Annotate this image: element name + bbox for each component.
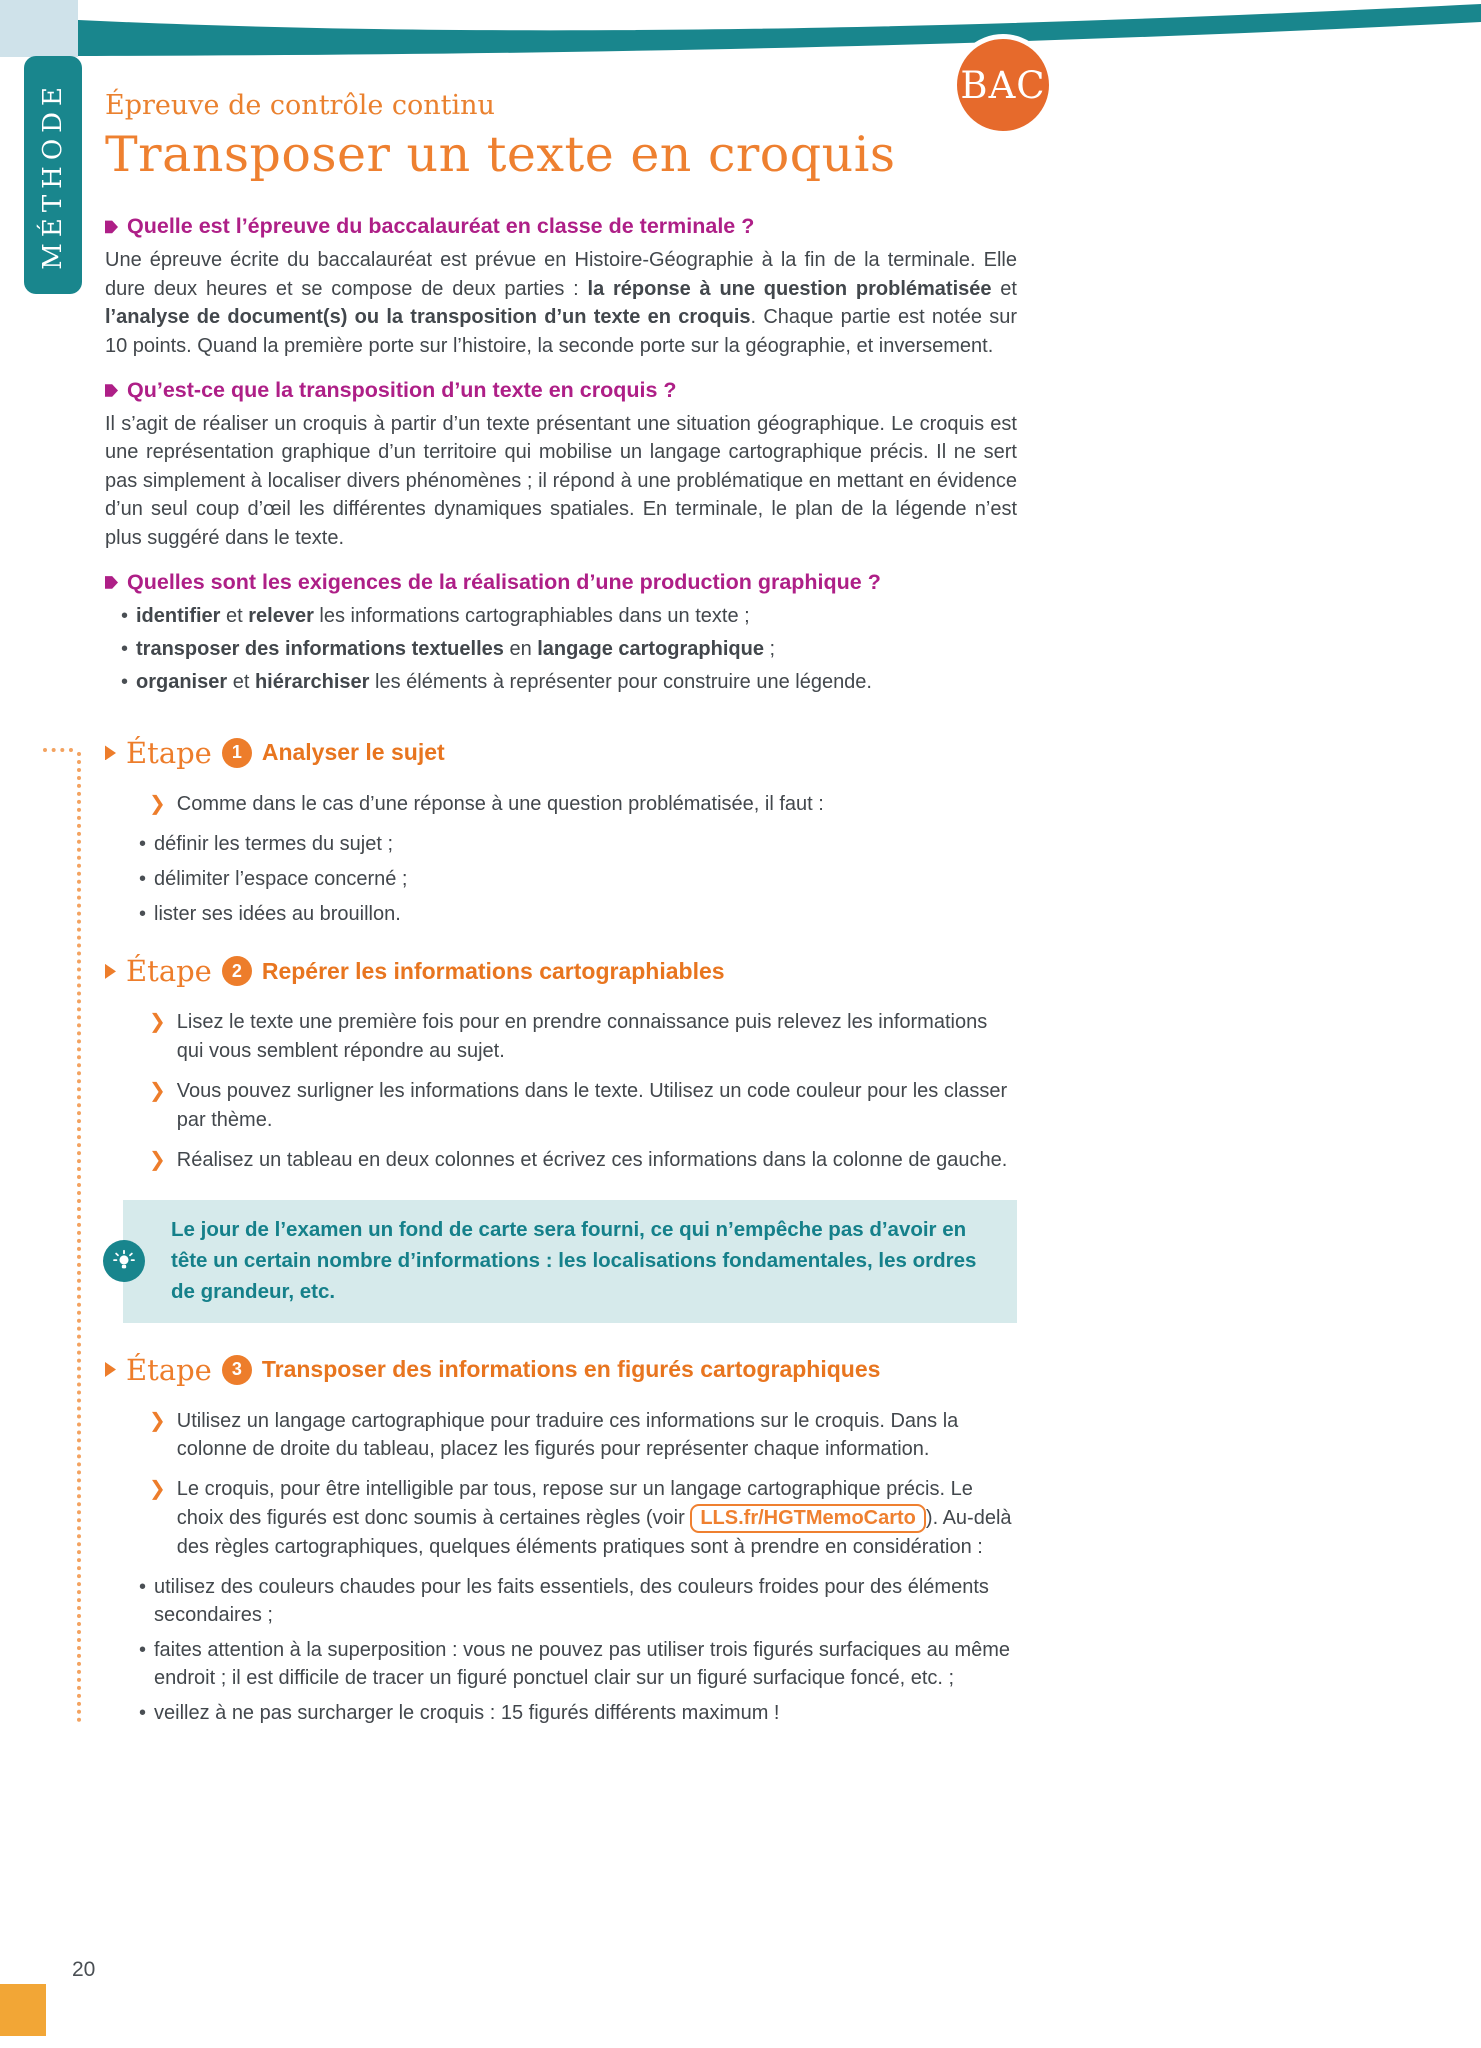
text-segment: Comme dans le cas d’une réponse à une question problématisée, il faut : [176,792,824,815]
text-segment: faites attention à la superposition : vous ne pouvez pas utiliser trois figurés surfaciques au même endroit ; il est difficile de tracer un figuré ponctuel clair sur un figuré surfacique foncé, etc. ; [154,1639,1011,1690]
list-item [137,900,1017,928]
chevron-icon [149,1475,166,1561]
tip-text [171,1215,993,1307]
content-column [105,90,1017,1753]
corner-orange-accent [0,1984,46,2036]
list-item [137,1636,1017,1692]
text-segment: hiérarchiser [254,670,370,693]
requirements-list [119,602,1017,696]
list-item [137,865,1017,893]
step-2-body [149,1008,1017,1174]
arrow-icon [105,219,118,234]
qa-paragraph [105,246,1017,360]
step-title: Transposer des informations en figurés cartographiques [261,1356,881,1383]
step-2-header [105,954,1017,988]
qa-section-exigences [105,570,1017,696]
text-segment: la réponse à une question problématisée [587,277,992,300]
method-steps [105,736,1017,1727]
text-segment: ; [763,637,776,660]
step-number-badge: 2 [222,956,252,986]
step-title: Repérer les informations cartographiables [261,957,725,984]
text-segment: transposer des informations textuelles [136,637,504,660]
bac-badge-label: BAC [960,63,1046,107]
arrow-icon [105,575,118,590]
text-segment: relever [248,604,314,627]
text-segment: veillez à ne pas surcharger le croquis : 15 figurés différents maximum ! [154,1702,780,1725]
step-item [149,1407,1017,1464]
text-segment: langage cartographique [537,637,764,660]
page-title: Transposer un texte en croquis [105,126,896,183]
lightbulb-icon [103,1240,145,1282]
step-item-text [177,1407,1017,1464]
dotted-line-horizontal [43,748,73,752]
text-segment: en [503,637,538,660]
text-segment: organiser [136,670,228,693]
text-segment: les éléments à représenter pour construire une légende. [369,670,872,693]
text-segment: l’analyse de document(s) ou la transposition d’un texte en croquis [105,306,751,329]
text-segment: délimiter l’espace concerné ; [154,868,408,891]
text-segment: Réalisez un tableau en deux colonnes et écrivez ces informations dans la colonne de gauche. [176,1148,1008,1171]
triangle-icon [105,964,116,979]
triangle-icon [105,745,116,760]
step-3-bullets [137,1573,1017,1727]
step-item-text [177,1008,1017,1065]
text-segment: Il s’agit de réaliser un croquis à partir d’un texte présentant une situation géographique. Le croquis est une représentation graphique d’un territoire qui mobilise un langage cartographique précis. Il ne sert pas simplement à localiser divers phénomènes ; il répond à une problématique en mettant en évidence d’un seul coup d’œil les différentes dynamiques spatiales. En terminale, le plan de la légende n’est plus suggéré dans le texte. [105,413,1017,549]
chevron-icon [149,1146,166,1174]
text-segment: Vous pouvez surligner les informations dans le texte. Utilisez un code couleur pour les classer par thème. [176,1080,1008,1131]
qa-section-transposition [105,378,1017,552]
step-item-text [177,1146,1008,1174]
step-item [149,1475,1017,1561]
text-segment: Une épreuve écrite du baccalauréat est prévue en Histoire-Géographie à la fin de la terminale. Elle dure deux heures et se compose de deux parties : [105,249,1017,300]
step-item-text [177,1475,1017,1561]
step-item-text [177,1077,1017,1134]
text-segment: utilisez des couleurs chaudes pour les faits essentiels, des couleurs froides pour des éléments secondaires ; [154,1576,989,1627]
step-item [149,1008,1017,1065]
method-tab-label: MÉTHODE [38,80,68,270]
list-item [137,1699,1017,1727]
step-label: Étape [126,735,212,770]
page-number: 20 [72,1958,96,1981]
text-segment: les informations cartographiables dans un texte ; [313,604,750,627]
qa-heading-text: Qu’est-ce que la transposition d’un texte en croquis ? [127,378,677,402]
text-segment: . Chaque partie est notée sur 10 points. Quand la première porte sur l’histoire, la seconde porte sur la géographie, et inversement. [105,306,1017,357]
dotted-line-vertical [77,752,81,1723]
text-segment: ). Au-delà des règles cartographiques, quelques éléments pratiques sont à prendre en considération : [176,1506,1012,1558]
chevron-icon [149,1008,166,1065]
list-item [137,1573,1017,1629]
text-segment: et [227,670,255,693]
step-number-badge: 3 [222,1355,252,1385]
step-number-badge: 1 [222,738,252,768]
step-3-body [149,1407,1017,1728]
text-segment: Utilisez un langage cartographique pour traduire ces informations sur le croquis. Dans la colonne de droite du tableau, placez les figurés pour représenter chaque information. [176,1409,959,1460]
list-item [137,830,1017,858]
list-item [119,668,1017,696]
chevron-icon [149,1077,166,1134]
step-title: Analyser le sujet [261,739,445,766]
list-item [119,602,1017,630]
qa-heading-text: Quelles sont les exigences de la réalisation d’une production graphique ? [127,569,881,594]
corner-blue-accent [0,0,78,57]
text-segment: et [220,604,249,627]
method-tab [24,56,82,294]
text-segment: identifier [136,604,221,627]
text-segment: lister ses idées au brouillon. [154,903,401,926]
step-1-body [149,790,1017,928]
step-3-header [105,1353,1017,1387]
chevron-icon [149,1407,166,1464]
step-1-header [105,736,1017,770]
memo-carto-link[interactable]: LLS.fr/HGTMemoCarto [690,1504,926,1533]
step-1-bullets [137,830,1017,928]
list-item [119,635,1017,663]
step-label: Étape [126,954,212,989]
qa-heading [105,214,1017,239]
top-band-decoration [0,0,1481,70]
qa-heading [105,570,1017,595]
text-segment: et [991,277,1017,300]
qa-paragraph [105,410,1017,552]
text-segment: Le jour de l’examen un fond de carte sera fourni, ce qui n’empêche pas d’avoir en tête un certain nombre d’informations : les localisations fondamentales, les ordres de grandeur, etc. [171,1218,977,1303]
step-label: Étape [126,1352,212,1387]
chevron-icon [149,790,166,818]
arrow-icon [105,383,118,398]
step-item [149,790,1017,818]
text-segment: définir les termes du sujet ; [154,833,393,856]
qa-section-epreuve [105,214,1017,360]
triangle-icon [105,1362,116,1377]
kicker: Épreuve de contrôle continu [105,90,495,121]
text-segment: Lisez le texte une première fois pour en prendre connaissance puis relevez les informations qui vous semblent répondre au sujet. [176,1011,988,1062]
text-segment: Le croquis, pour être intelligible par tous, repose sur un langage cartographique précis. Le choix des figurés est donc soumis à certaines règles (voir [176,1478,973,1529]
step-item [149,1077,1017,1134]
step-item-text [177,790,824,818]
qa-heading-text: Quelle est l’épreuve du baccalauréat en classe de terminale ? [127,214,755,239]
step-item [149,1146,1017,1174]
qa-heading [105,378,1017,403]
tip-box [123,1200,1017,1322]
